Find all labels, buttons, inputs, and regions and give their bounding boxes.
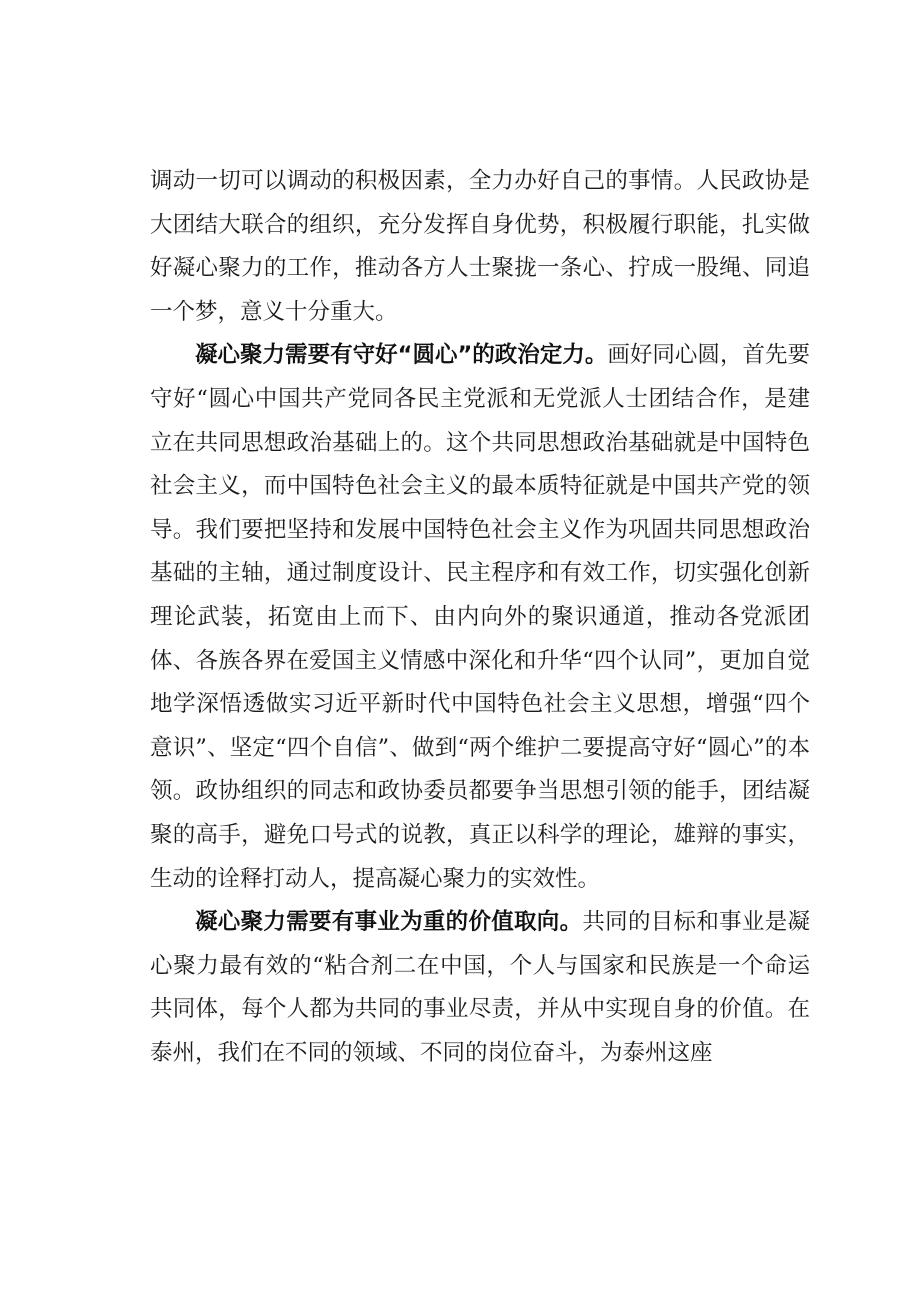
paragraph-continuation bbox=[150, 160, 810, 334]
paragraph-body: 共同的目标和事业是凝心聚力最有效的“粘合剂二在中国，个人与国家和民族是一个命运共同体，每个人都为共同的事业尽责，并从中实现自身的价值。在泰州，我们在不同的领域、不同的岗位奋斗，为泰州这座 bbox=[150, 909, 810, 1066]
paragraph-heading: 凝心聚力需要有事业为重的价值取向。 bbox=[195, 909, 583, 936]
document-body bbox=[150, 160, 810, 1075]
paragraph-political-stability bbox=[150, 334, 810, 901]
paragraph-career-values bbox=[150, 901, 810, 1075]
paragraph-body: 画好同心圆，首先要守好“圆心中国共产党同各民主党派和无党派人士团结合作，是建立在共同思想政治基础上的。这个共同思想政治基础就是中国特色社会主义，而中国特色社会主义的最本质特征就是中国共产党的领导。我们要把坚持和发展中国特色社会主义作为巩固共同思想政治基础的主轴，通过制度设计、民主程序和有效工作，切实强化创新理论武装，拓宽由上而下、由内向外的聚识通道，推动各党派团体、各族各界在爱国主义情感中深化和升华“四个认同”，更加自觉地学深悟透做实习近平新时代中国特色社会主义思想，增强“四个意识”、坚定“四个自信”、做到“两个维护二要提高守好“圆心”的本领。政协组织的同志和政协委员都要争当思想引领的能手，团结凝聚的高手，避免口号式的说教，真正以科学的理论，雄辩的事实，生动的诠释打动人，提高凝心聚力的实效性。 bbox=[150, 342, 810, 892]
paragraph-heading: 凝心聚力需要有守好“圆心”的政治定力。 bbox=[195, 342, 608, 369]
paragraph-body: 调动一切可以调动的积极因素，全力办好自己的事情。人民政协是大团结大联合的组织，充分发挥自身优势，积极履行职能，扎实做好凝心聚力的工作，推动各方人士聚拢一条心、拧成一股绳、同追一个梦，意义十分重大。 bbox=[150, 168, 810, 325]
